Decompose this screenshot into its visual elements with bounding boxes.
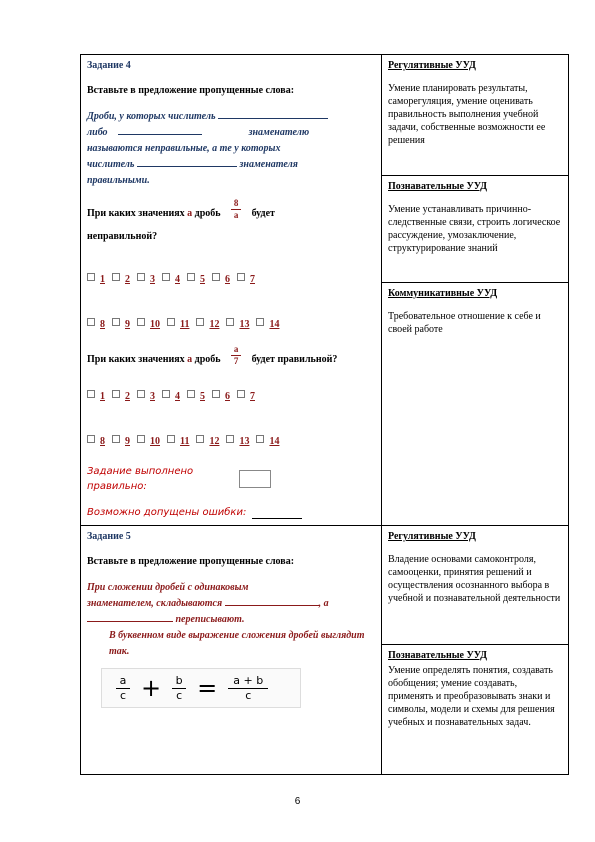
q1-option-6[interactable] (212, 273, 230, 286)
q2-option-13[interactable] (226, 435, 249, 448)
task5-regulatory-cell (382, 526, 569, 645)
fraction-8-over-a-image (229, 199, 243, 220)
q1-before: При каких значениях (87, 208, 185, 219)
q1-mid: дробь (194, 208, 221, 219)
task4-text-part6: знаменателя (239, 159, 298, 170)
q1-options-row1 (87, 273, 375, 286)
checkbox-icon[interactable] (87, 273, 95, 281)
checkbox-icon[interactable] (162, 390, 170, 398)
checkbox-icon[interactable] (187, 273, 195, 281)
q2-option-label: 4 (175, 391, 180, 402)
task5-cognitive-title: Познавательные УУД (388, 650, 488, 661)
q2-option-label: 6 (225, 391, 230, 402)
checkbox-icon[interactable] (256, 435, 264, 443)
task4-text-part4: называются неправильные, а те у которых (87, 143, 281, 154)
q1-option-label: 10 (150, 319, 160, 330)
task5-blank-2[interactable] (87, 621, 173, 622)
checkbox-icon[interactable] (87, 390, 95, 398)
q2-option-label: 11 (180, 436, 190, 447)
task5-regulatory-text: Владение основами самоконтроля, самооценки, принятия решений и осуществления осознанного выбора в учебной и познавательной деятельности (388, 554, 561, 604)
task4-text-part7: правильными. (87, 175, 150, 186)
q1-option-label: 3 (150, 274, 155, 285)
task5-text-part4: переписывают. (175, 614, 245, 625)
task4-text-part5: числитель (87, 159, 135, 170)
q2-option-label: 14 (269, 436, 280, 447)
q1-option-9[interactable] (112, 318, 130, 331)
task4-errors-line (87, 506, 375, 519)
q2-option-14[interactable] (256, 435, 279, 448)
task5-blank-1[interactable] (225, 605, 319, 606)
task5-text-part5: В буквенном виде выражение сложения дробей выглядит так. (109, 630, 365, 657)
checkbox-icon[interactable] (137, 390, 145, 398)
checkbox-icon[interactable] (237, 390, 245, 398)
q1-option-label: 8 (100, 319, 105, 330)
q2-option-label: 10 (150, 436, 160, 447)
page-number: 6 (294, 796, 301, 807)
task4-communicative-cell (382, 283, 569, 526)
checkbox-icon[interactable] (137, 435, 145, 443)
q2-option-4[interactable] (162, 390, 180, 403)
checkbox-icon[interactable] (167, 318, 175, 326)
q1-option-10[interactable] (137, 318, 160, 331)
task4-done-input[interactable] (239, 470, 271, 488)
task4-errors-label: Возможно допущены ошибки: (87, 507, 247, 518)
checkbox-icon[interactable] (226, 318, 234, 326)
checkbox-icon[interactable] (187, 390, 195, 398)
checkbox-icon[interactable] (167, 435, 175, 443)
task4-blank-3[interactable] (137, 166, 237, 167)
task4-blank-1[interactable] (218, 118, 328, 119)
q1-option-11[interactable] (167, 318, 189, 331)
checkbox-icon[interactable] (237, 273, 245, 281)
task4-cognitive-cell (382, 176, 569, 283)
task4-text-part3: знаменателю (248, 127, 310, 138)
q1-option-label: 14 (269, 319, 280, 330)
q1-option-label: 12 (209, 319, 220, 330)
q1-line2: неправильной? (87, 231, 158, 242)
formula-frac-b-over-c (172, 675, 186, 702)
q2-option-1[interactable] (87, 390, 105, 403)
checkbox-icon[interactable] (137, 318, 145, 326)
q1-option-12[interactable] (196, 318, 219, 331)
q1-option-13[interactable] (226, 318, 249, 331)
task5-cognitive-text: Умение определять понятия, создавать обобщения; умение создавать, применять и преобразовывать знаки и символы, модели и схемы для решения учебных и познавательных задач. (388, 665, 555, 728)
q1-after: будет (251, 208, 275, 219)
task4-text-part2: либо (87, 127, 108, 138)
task5-text-part2: знаменателем, складываются (87, 598, 223, 609)
task4-question1 (87, 198, 375, 243)
q1-option-1[interactable] (87, 273, 105, 286)
q2-option-2[interactable] (112, 390, 130, 403)
formula-c3: c (245, 688, 252, 702)
q1-option-8[interactable] (87, 318, 105, 331)
q2-option-8[interactable] (87, 435, 105, 448)
checkbox-icon[interactable] (256, 318, 264, 326)
formula-a: a (119, 673, 127, 687)
checkbox-icon[interactable] (112, 435, 120, 443)
task4-regulatory-cell (382, 55, 569, 176)
q2-option-9[interactable] (112, 435, 130, 448)
q2-frac-den: 7 (233, 356, 239, 366)
q1-option-label: 9 (125, 319, 130, 330)
q1-option-5[interactable] (187, 273, 205, 286)
q2-option-3[interactable] (137, 390, 155, 403)
checkbox-icon[interactable] (112, 273, 120, 281)
q2-option-5[interactable] (187, 390, 205, 403)
task4-question2 (87, 344, 375, 376)
task5-regulatory-title: Регулятивные УУД (388, 531, 476, 542)
q2-options-row1 (87, 390, 375, 403)
q2-options-row2 (87, 435, 375, 448)
q2-option-label: 13 (239, 436, 250, 447)
q2-after: будет правильной? (251, 354, 338, 365)
q1-option-label: 5 (200, 274, 205, 285)
checkbox-icon[interactable] (212, 273, 220, 281)
q1-option-label: 7 (250, 274, 255, 285)
fraction-sum-formula-image (101, 668, 301, 708)
formula-c1: c (119, 688, 127, 702)
task4-cell (81, 55, 382, 526)
q1-option-2[interactable] (112, 273, 130, 286)
fraction-a-over-7-image (229, 345, 243, 366)
q2-var: а (187, 354, 193, 365)
q2-option-label: 8 (100, 436, 105, 447)
task5-instruction: Вставьте в предложение пропущенные слова: (87, 556, 295, 567)
q2-option-12[interactable] (196, 435, 219, 448)
q2-frac-num: а (233, 344, 239, 354)
task4-instruction: Вставьте в предложение пропущенные слова: (87, 85, 295, 96)
task4-communicative-title: Коммуникативные УУД (388, 288, 498, 299)
task4-regulatory-text: Умение планировать результаты, саморегуляция, умение оценивать правильность выполнения учебной задачи, собственные возможности ее решения (388, 83, 546, 146)
tasks-table (80, 54, 569, 775)
checkbox-icon[interactable] (137, 273, 145, 281)
task4-cognitive-title: Познавательные УУД (388, 181, 488, 192)
task5-title: Задание 5 (87, 531, 131, 542)
q1-option-14[interactable] (256, 318, 279, 331)
q2-option-label: 1 (100, 391, 105, 402)
task4-communicative-text: Требовательное отношение к себе и своей работе (388, 311, 541, 335)
checkbox-icon[interactable] (196, 435, 204, 443)
checkbox-icon[interactable] (196, 318, 204, 326)
q1-option-4[interactable] (162, 273, 180, 286)
q1-option-7[interactable] (237, 273, 255, 286)
task4-cognitive-text: Умение устанавливать причинно-следственные связи, строить логическое рассуждение, умозаключение, структурирование знаний (388, 204, 561, 254)
q1-option-label: 2 (125, 274, 130, 285)
q2-option-6[interactable] (212, 390, 230, 403)
task5-text-part1: При сложении дробей с одинаковым (87, 582, 249, 593)
checkbox-icon[interactable] (87, 435, 95, 443)
task5-cell (81, 526, 382, 775)
task4-text (87, 109, 375, 189)
task4-done-line (87, 464, 375, 494)
checkbox-icon[interactable] (212, 390, 220, 398)
q2-option-label: 3 (150, 391, 155, 402)
q1-option-label: 6 (225, 274, 230, 285)
task4-regulatory-title: Регулятивные УУД (388, 60, 476, 71)
q2-option-label: 9 (125, 436, 130, 447)
formula-frac-sum-over-c (228, 675, 268, 702)
task4-errors-input[interactable] (252, 518, 302, 519)
q2-option-label: 2 (125, 391, 130, 402)
q1-option-3[interactable] (137, 273, 155, 286)
task4-blank-2[interactable] (118, 134, 202, 135)
q1-frac-den: а (233, 210, 239, 220)
q1-option-label: 13 (239, 319, 250, 330)
checkbox-icon[interactable] (226, 435, 234, 443)
formula-b: b (175, 673, 183, 687)
q1-option-label: 1 (100, 274, 105, 285)
q2-option-label: 7 (250, 391, 255, 402)
q2-option-7[interactable] (237, 390, 255, 403)
q1-var: а (187, 208, 193, 219)
formula-frac-a-over-c (116, 675, 130, 702)
task5-text-part3: , а (318, 598, 329, 609)
q1-options-row2 (87, 318, 375, 331)
formula-c2: c (176, 688, 183, 702)
formula-sum: a + b (233, 673, 264, 687)
q1-option-label: 11 (180, 319, 190, 330)
task4-title: Задание 4 (87, 60, 131, 71)
q2-option-10[interactable] (137, 435, 160, 448)
q2-before: При каких значениях (87, 354, 185, 365)
q2-option-label: 12 (209, 436, 220, 447)
checkbox-icon[interactable] (162, 273, 170, 281)
task5-text (87, 580, 375, 660)
formula-equals: = (197, 674, 218, 702)
q1-option-label: 4 (175, 274, 180, 285)
q2-mid: дробь (194, 354, 221, 365)
formula-plus: + (141, 674, 162, 702)
q2-option-11[interactable] (167, 435, 189, 448)
q1-frac-num: 8 (233, 198, 239, 208)
task4-done-label: Задание выполнено правильно: (87, 466, 194, 492)
q2-option-label: 5 (200, 391, 205, 402)
checkbox-icon[interactable] (112, 318, 120, 326)
checkbox-icon[interactable] (112, 390, 120, 398)
task5-cognitive-cell (382, 645, 569, 775)
task4-text-part1: Дроби, у которых числитель (87, 111, 216, 122)
checkbox-icon[interactable] (87, 318, 95, 326)
